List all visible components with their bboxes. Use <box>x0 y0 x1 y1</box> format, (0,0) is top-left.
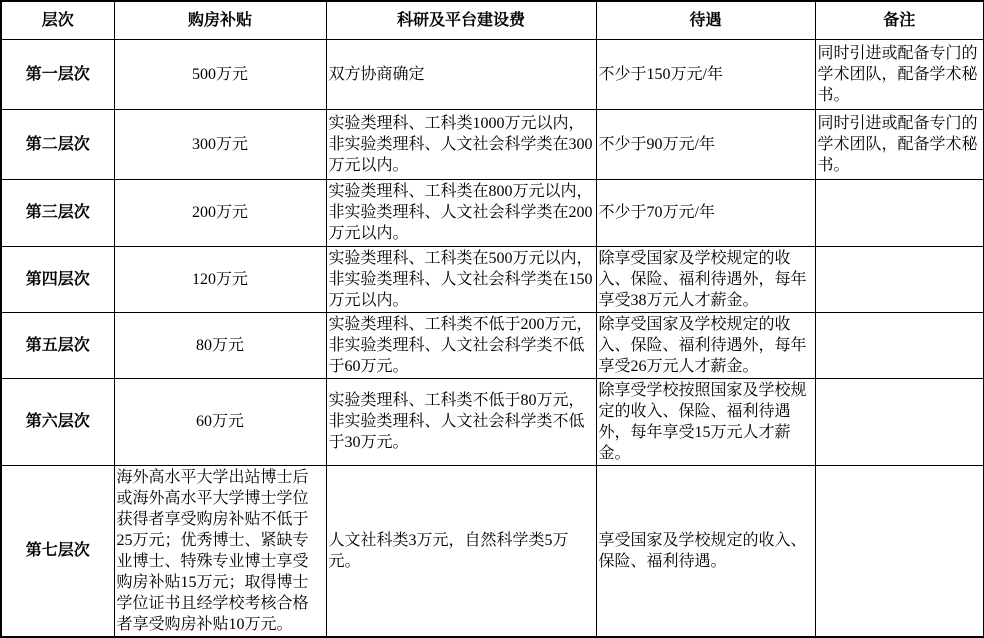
header-treatment: 待遇 <box>596 1 815 39</box>
research-cell: 实验类理科、工科类在500万元以内，非实验类理科、人文社会科学类在150万元以内。 <box>326 246 596 312</box>
subsidy-cell: 海外高水平大学出站博士后或海外高水平大学博士学位获得者享受购房补贴不低于25万元；优秀博士、紧缺专业博士、特殊专业博士享受购房补贴15万元；取得博士学位证书且经学校考核合格者享受购房补贴10万元。 <box>114 465 326 637</box>
treatment-cell: 除享受学校按照国家及学校规定的收入、保险、福利待遇外，每年享受15万元人才薪金。 <box>596 378 815 465</box>
research-cell: 人文社科类3万元，自然科学类5万元。 <box>326 465 596 637</box>
level-cell: 第五层次 <box>1 312 114 378</box>
level-cell: 第四层次 <box>1 246 114 312</box>
subsidy-cell: 200万元 <box>114 179 326 246</box>
table-row <box>1 246 984 312</box>
note-cell <box>815 179 984 246</box>
header-note: 备注 <box>815 1 984 39</box>
subsidy-cell: 500万元 <box>114 39 326 109</box>
note-cell: 同时引进或配备专门的学术团队，配备学术秘书。 <box>815 39 984 109</box>
note-cell: 同时引进或配备专门的学术团队，配备学术秘书。 <box>815 109 984 179</box>
treatment-cell: 不少于90万元/年 <box>596 109 815 179</box>
table-header-row <box>1 1 984 39</box>
treatment-cell: 除享受国家及学校规定的收入、保险、福利待遇外，每年享受38万元人才薪金。 <box>596 246 815 312</box>
level-cell: 第一层次 <box>1 39 114 109</box>
research-cell: 实验类理科、工科类1000万元以内，非实验类理科、人文社会科学类在300万元以内。 <box>326 109 596 179</box>
research-cell: 双方协商确定 <box>326 39 596 109</box>
table-row <box>1 378 984 465</box>
level-cell: 第二层次 <box>1 109 114 179</box>
subsidy-cell: 300万元 <box>114 109 326 179</box>
table-row <box>1 312 984 378</box>
header-research: 科研及平台建设费 <box>326 1 596 39</box>
table-row <box>1 39 984 109</box>
header-level: 层次 <box>1 1 114 39</box>
note-cell <box>815 312 984 378</box>
research-cell: 实验类理科、工科类在800万元以内，非实验类理科、人文社会科学类在200万元以内。 <box>326 179 596 246</box>
treatment-cell: 不少于150万元/年 <box>596 39 815 109</box>
header-subsidy: 购房补贴 <box>114 1 326 39</box>
treatment-cell: 享受国家及学校规定的收入、保险、福利待遇。 <box>596 465 815 637</box>
table-row <box>1 109 984 179</box>
level-cell: 第三层次 <box>1 179 114 246</box>
note-cell <box>815 246 984 312</box>
level-cell: 第七层次 <box>1 465 114 637</box>
research-cell: 实验类理科、工科类不低于80万元，非实验类理科、人文社会科学类不低于30万元。 <box>326 378 596 465</box>
research-cell: 实验类理科、工科类不低于200万元，非实验类理科、人文社会科学类不低于60万元。 <box>326 312 596 378</box>
note-cell <box>815 378 984 465</box>
treatment-cell: 不少于70万元/年 <box>596 179 815 246</box>
subsidy-cell: 60万元 <box>114 378 326 465</box>
subsidy-cell: 120万元 <box>114 246 326 312</box>
subsidy-cell: 80万元 <box>114 312 326 378</box>
table-row <box>1 179 984 246</box>
treatment-cell: 除享受国家及学校规定的收入、保险、福利待遇外，每年享受26万元人才薪金。 <box>596 312 815 378</box>
table-row <box>1 465 984 637</box>
note-cell <box>815 465 984 637</box>
level-cell: 第六层次 <box>1 378 114 465</box>
